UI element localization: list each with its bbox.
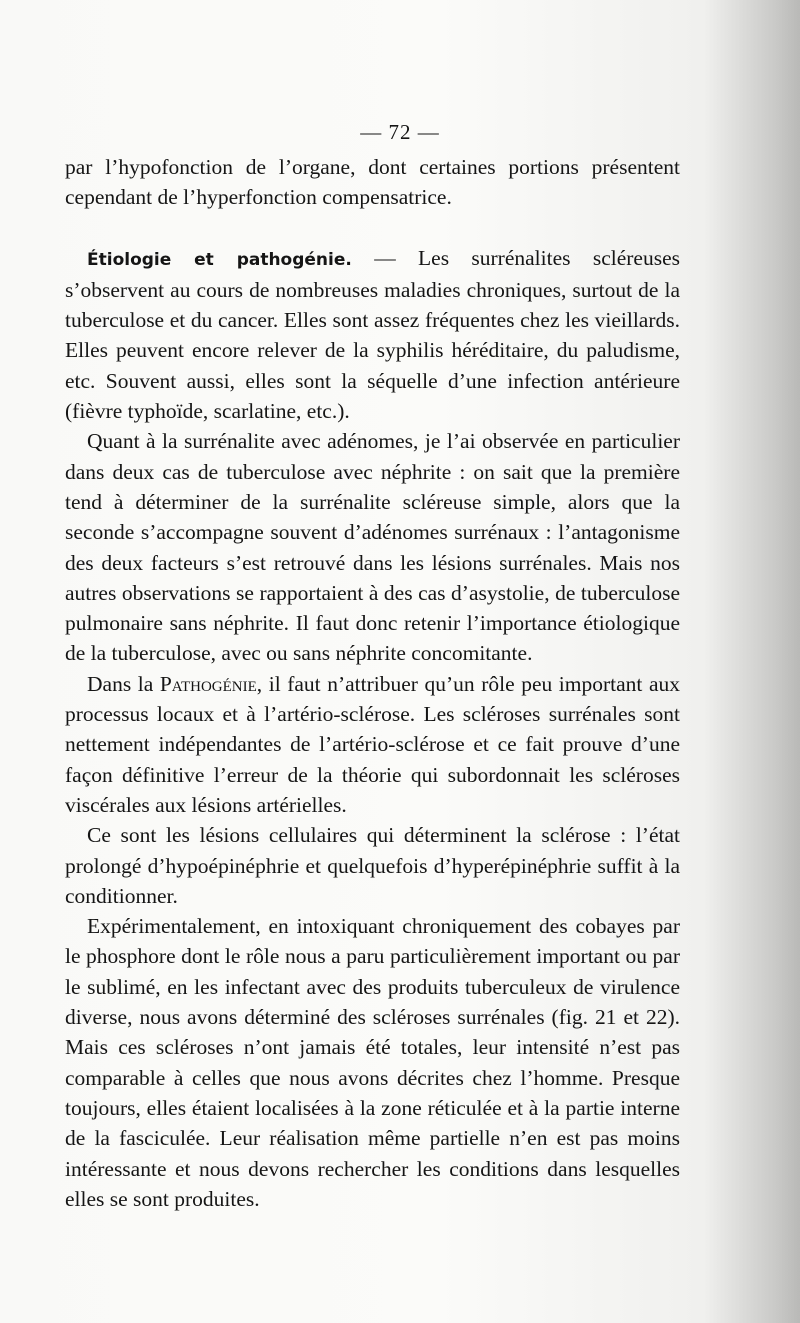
paragraph-text: — Les surrénalites scléreuses s’observent au cours de nombreuses maladies chroniques, surtout de la tuberculose et du cancer. Elles sont assez fréquentes chez les vieillards. Elles peuvent encore relever de la syphilis héréditaire, du paludisme, etc. Souvent aussi, elles sont la séquelle d’une infection antérieure (fièvre typhoïde, scarlatine, etc.). [65,245,680,424]
paragraph-text: , il faut n’attribuer qu’un rôle peu important aux processus locaux et à l’artério-sclérose. Les scléroses surrénales sont nettement indépendantes de l’artério-sclérose et ce fait prouve d’une façon définitive l’erreur de la théorie qui subordonnait les scléroses viscérales aux lésions artérielles. [65,671,681,817]
paragraph-lesions: Ce sont les lésions cellulaires qui déterminent la sclérose : l’état prolongé d’hypoépinéphrie et quelquefois d’hyperépinéphrie suffit à la conditionner. [65,823,680,908]
paragraph-continuation: par l’hypofonction de l’organe, dont certaines portions présentent cependant de l’hyperfonction compensatrice. [65,155,680,210]
paragraph-pathogenie [65,669,680,820]
paragraph-adenomes: Quant à la surrénalite avec adénomes, je l’ai observée en particulier dans deux cas de tuberculose avec néphrite : on sait que la première tend à déterminer de la surrénalite scléreuse simple, alors que la seconde s’accompagne souvent d’adénomes surrénaux : l’antagonisme des deux facteurs s’est retrouvé dans les lésions surrénales. Mais nos autres observations se rapportaient à des cas d’asystolie, de tuberculose pulmonaire sans néphrite. Il faut donc retenir l’importance étiologique de la tuberculose, avec ou sans néphrite concomitante. [65,429,680,666]
paragraph-experimental: Expérimentalement, en intoxiquant chroniquement des cobayes par le phosphore dont le rôle nous a paru particulièrement important ou par le sublimé, en les infectant avec des produits tuberculeux de virulence diverse, nous avons déterminé des scléroses surrénales (fig. 21 et 22). Mais ces scléroses n’ont jamais été totales, leur intensité n’est pas comparable à celles que nous avons décrites chez l’homme. Presque toujours, elles étaient localisées à la zone réticulée et à la partie interne de la fasciculée. Leur réalisation même partielle n’en est pas moins intéressante et nous devons rechercher les conditions dans lesquelles elles se sont produites. [65,914,680,1211]
paragraph-lead: Dans la [87,671,160,696]
page-number: — 72 — [360,120,440,144]
section-heading: Étiologie et pathogénie. [87,249,352,270]
smallcaps-term: Pathogénie [159,671,257,696]
body-text [65,152,680,1214]
paragraph-etiologie [65,243,680,427]
